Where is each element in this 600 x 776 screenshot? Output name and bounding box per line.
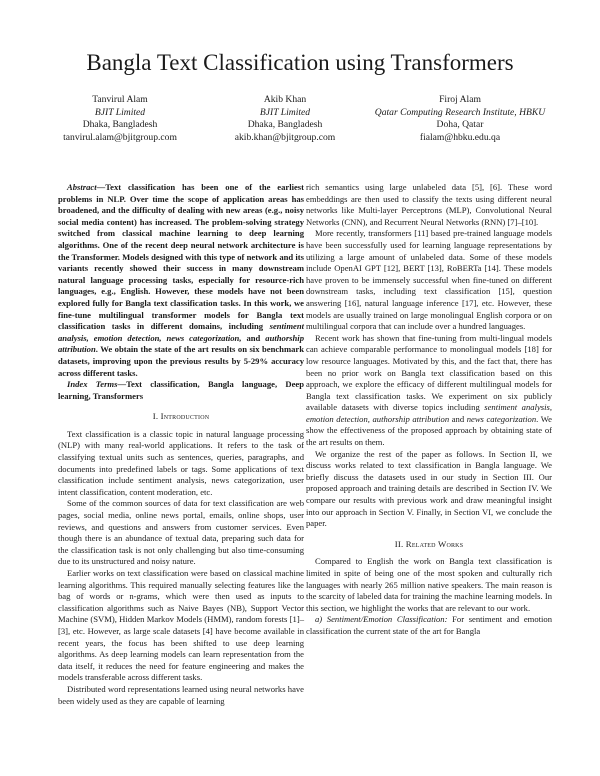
paragraph-task-last: news categorization [466,413,537,424]
paragraph [306,333,552,449]
paragraph-and: and [449,413,467,424]
author-affiliation: Qatar Computing Research Institute, HBKU [374,106,546,118]
index-terms-label: Index Terms [67,379,118,390]
subsection-text: For sentiment and emotion classification the current state of the art for Bangla [306,614,552,636]
index-terms [58,379,304,402]
abstract [58,182,304,379]
author-name: Firoj Alam [439,94,481,105]
abstract-tasks: sentiment analysis, emotion detection, news categorization, [58,321,304,343]
subsection-label: a) Sentiment/Emotion Classification: [315,614,448,625]
paragraph-tasks: sentiment analysis, emotion detection, authorship attribution [306,402,552,424]
author-email: fialam@hbku.edu.qa [419,131,501,143]
paragraph: Text classification is a classic topic in natural language processing (NLP) with many real-world applications. It refers to the task of classifying textual units such as sentences, queries, paragraphs, and documents into predefined labels or tags. Some applications of text classification include sentiment analysis, news categorization, user intent classification, content moderation, etc. [58,428,304,497]
section-heading-related-works: II. Related Works [394,538,464,549]
paragraph-text: Recent work has shown that fine-tuning from multi-lingual models can achieve comparable performance to monolingual models [18] for low resource languages. Motivated by this, and the fact that, there has been no prior work on Bangla text classification based on this approach, we explore the efficacy of different multilingual models for Bangla text classification tasks. We experiment on six publicly available datasets with diverse topics including [306,332,552,413]
paragraph: More recently, transformers [11] based pre-trained language models have been successfully used for learning language representations by utilizing a large amount of unlabeled data. Some of these models include OpenAI GPT [12], BERT [13], RoBERTa [14]. These models have proven to be immensely successful when fine-tuned on different downstream tasks, including text classification [15], question answering [16], natural language inference [17], etc. However, these models are usually trained on large monolingual English corpora or on multilingual corpora that can include over a hundred languages. [306,228,552,332]
paragraph: Some of the common sources of data for text classification are web pages, social media, online news portal, emails, online shops, user reviews, and questions and answers from customer services. Even though there is an abundance of textual data, preparing such data for the classification task is not only challenging but also time-consuming due to its unstructured and noisy nature. [58,498,304,567]
author-block [40,94,200,144]
paragraph-text-end: . We show the effectiveness of the proposed approach by obtaining state of the art results on them. [306,413,552,448]
author-affiliation: BJIT Limited [94,106,146,118]
right-column [306,182,552,638]
author-name: Tanvirul Alam [92,94,148,105]
abstract-text: Text classification has been one of the earliest problems in NLP. Over time the scope of application areas has broadened, and the difficulty of dealing with new areas (e.g., noisy social media content) has increased. The problem-solving strategy switched from classical machine learning to deep learning algorithms. One of the recent deep neural network architecture is the Transformer. Models designed with this type of network and its variants recently showed their success in many downstream natural language processing tasks, especially for resource-rich languages, e.g., English. However, these models have not been explored fully for Bangla text classification tasks. In this work, we fine-tune multilingual transformer models for Bangla text classification tasks in different domains, including [58,182,304,332]
left-column [58,182,304,707]
abstract-and: and [241,332,266,343]
author-location: Doha, Qatar [436,119,484,130]
abstract-task-last: authorship attribution [58,332,304,355]
paragraph: Distributed word representations learned using neural networks have been widely used as they are capable of learning [58,683,304,706]
paper-title: Bangla Text Classification using Transformers [86,50,514,75]
author-block [340,94,580,144]
author-email: akib.khan@bjitgroup.com [234,131,336,143]
section-heading-introduction: I. Introduction [152,411,210,422]
author-name: Akib Khan [263,94,307,105]
author-email: tanvirul.alam@bjitgroup.com [63,131,177,143]
abstract-text-end: . We obtain the state of the art results on six benchmark datasets, improving upon the previous results by 5-29% accuracy across different tasks. [58,344,304,378]
paragraph: We organize the rest of the paper as follows. In Section II, we discuss works related to text classification in Bangla language. We briefly discuss the datasets used in our study in Section III. Our proposed approach and training details are described in Section IV. We compare our results with previous work and draw meaningful insight into our approach in Section V. Finally, in Section VI, we conclude the paper. [306,448,552,529]
author-affiliation: BJIT Limited [259,106,311,118]
author-location: Dhaka, Bangladesh [82,119,158,130]
abstract-label: Abstract— [67,182,106,192]
index-terms-text: —Text classification, Bangla language, Deep learning, Transformers [58,379,305,401]
paragraph: Earlier works on text classification were based on classical machine learning algorithms. This required manually selecting features like the bag of words or n-grams, which were then used as inputs to classification algorithms such as Naive Bayes (NB), Support Vector Machine (SVM), Hidden Markov Models (HMM), random forests [1]–[3], etc. However, as large scale datasets [4] have become available in recent years, the focus has been shifted to use deep learning algorithms. As deep learning models can learn representation from the data itself, it reduces the need for feature engineering and makes the models transferable across different tasks. [58,568,304,683]
subsection-paragraph [306,614,552,637]
author-location: Dhaka, Bangladesh [247,119,323,130]
paragraph: rich semantics using large unlabeled data [5], [6]. These word embeddings are then used to classify the texts using different neural networks like Multi-layer Perceptrons (MLP), Convolutional Neural Networks (CNN), and Recurrent Neural Networks (RNN) [7]–[10]. [306,182,552,227]
paragraph: Compared to English the work on Bangla text classification is limited in spite of being one of the most spoken and culturally rich languages with nearly 265 million native speakers. The main reason is the scarcity of labeled data for training the machine learning models. In this section, we highlight the works that are relevant to our work. [306,556,552,613]
